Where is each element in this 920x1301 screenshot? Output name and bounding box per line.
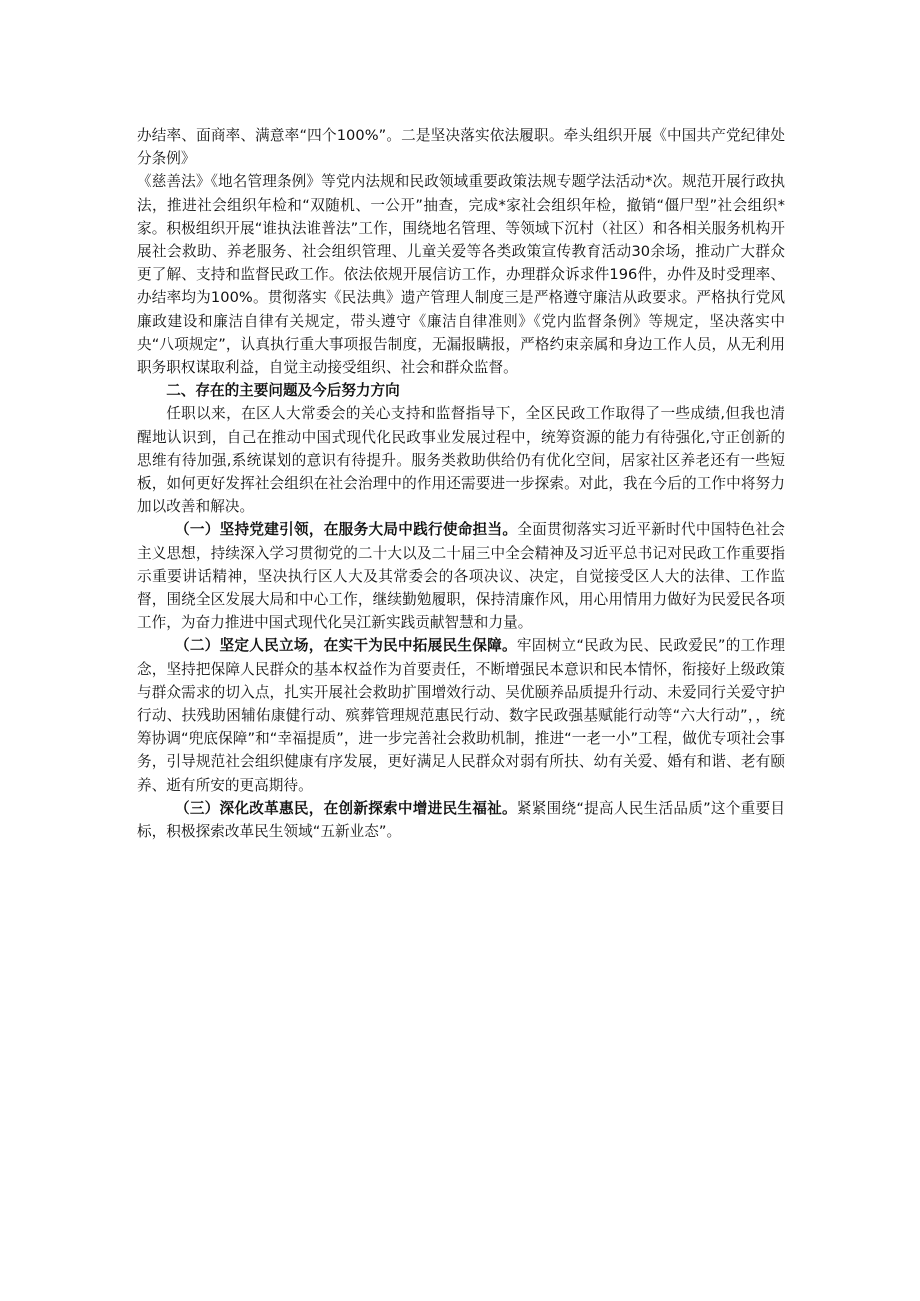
section-heading-problems: 二、存在的主要问题及今后努力方向 <box>166 382 400 400</box>
body-party-building: 全面贯彻落实习近平新时代中国特色社会主义思想，持续深入学习贯彻党的二十大以及二十届三中全会精神及习近平总书记对民政工作重要指示重要讲话精神，坚决执行区人大及其常委会的各项决议、决定，自觉接受区人大的法律、工作监督，围绕全区发展大局和中心工作，继续勤勉履职，保持清廉作风，用心用情用力做好为民爱民各项工作，为奋力推进中国式现代化吴江新实践贡献智慧和力量。 <box>137 521 785 632</box>
paragraph-law-study: 《慈善法》《地名管理条例》等党内法规和民政领域重要政策法规专题学法活动*次。规范开展行政执法，推进社会组织年检和“双随机、一公开”抽查，完成*家社会组织年检，撤销“僵尸型”社会组织*家。积极组织开展“谁执法谁普法”工作，围绕地名管理、等领域下沉村（社区）和各相关服务机构开展社会救助、养老服务、社会组织管理、儿童关爱等各类政策宣传教育活动30余场，推动广大群众更了解、支持和监督民政工作。依法依规开展信访工作，办理群众诉求件196件，办件及时受理率、办结率均为100%。贯彻落实《民法典》遗产管理人制度三是严格遵守廉洁从政要求。严格执行党风廉政建设和廉洁自律有关规定，带头遵守《廉洁自律准则》《党内监督条例》等规定，坚决落实中央“八项规定”，认真执行重大事项报告制度，无漏报瞒报，严格约束亲属和身边工作人员，从无利用职务职权谋取利益，自觉主动接受组织、社会和群众监督。 <box>137 173 785 377</box>
document-page <box>137 124 785 843</box>
paragraph-self-assessment: 任职以来，在区人大常委会的关心支持和监督指导下，全区民政工作取得了一些成绩,但我也清醒地认识到，自己在推动中国式现代化民政事业发展过程中，统筹资源的能力有待强化,守正创新的思维有待加强,系统谋划的意识有待提升。服务类救助供给仍有优化空间，居家社区养老还有一些短板，如何更好发挥社会组织在社会治理中的作用还需要进一步探索。对此，我在今后的工作中将努力加以改善和解决。 <box>137 405 785 516</box>
paragraph-reform <box>137 797 785 843</box>
subheading-people-stance: （二）坚定人民立场，在实干为民中拓展民生保障。 <box>174 637 517 655</box>
paragraph-continuation: 办结率、面商率、满意率“四个100%”。二是坚决落实依法履职。牵头组织开展《中国共产党纪律处分条例》 <box>137 127 785 168</box>
body-people-stance: 牢固树立“民政为民、民政爱民”的工作理念，坚持把保障人民群众的基本权益作为首要责任，不断增强民本意识和民本情怀，衔接好上级政策与群众需求的切入点，扎实开展社会救助扩围增效行动、吴优颐养品质提升行动、未爱同行关爱守护行动、扶残助困辅佑康健行动、殡葬管理规范惠民行动、数字民政强基赋能行动等“六大行动”，，统筹协调“兜底保障”和“幸福提质”，进一步完善社会救助机制，推进“一老一小”工程，做优专项社会事务，引导规范社会组织健康有序发展，更好满足人民群众对弱有所扶、幼有关爱、婚有和谐、老有颐养、逝有所安的更高期待。 <box>137 637 786 794</box>
paragraph-party-building <box>137 518 785 634</box>
paragraph-people-stance <box>137 634 785 796</box>
body-reform: 紧紧围绕“提高人民生活品质”这个重要目标，积极探索改革民生领域“五新业态”。 <box>137 799 786 841</box>
subheading-party-building: （一）坚持党建引领，在服务大局中践行使命担当。 <box>174 521 518 539</box>
subheading-reform: （三）深化改革惠民，在创新探索中增进民生福祉。 <box>174 799 517 817</box>
